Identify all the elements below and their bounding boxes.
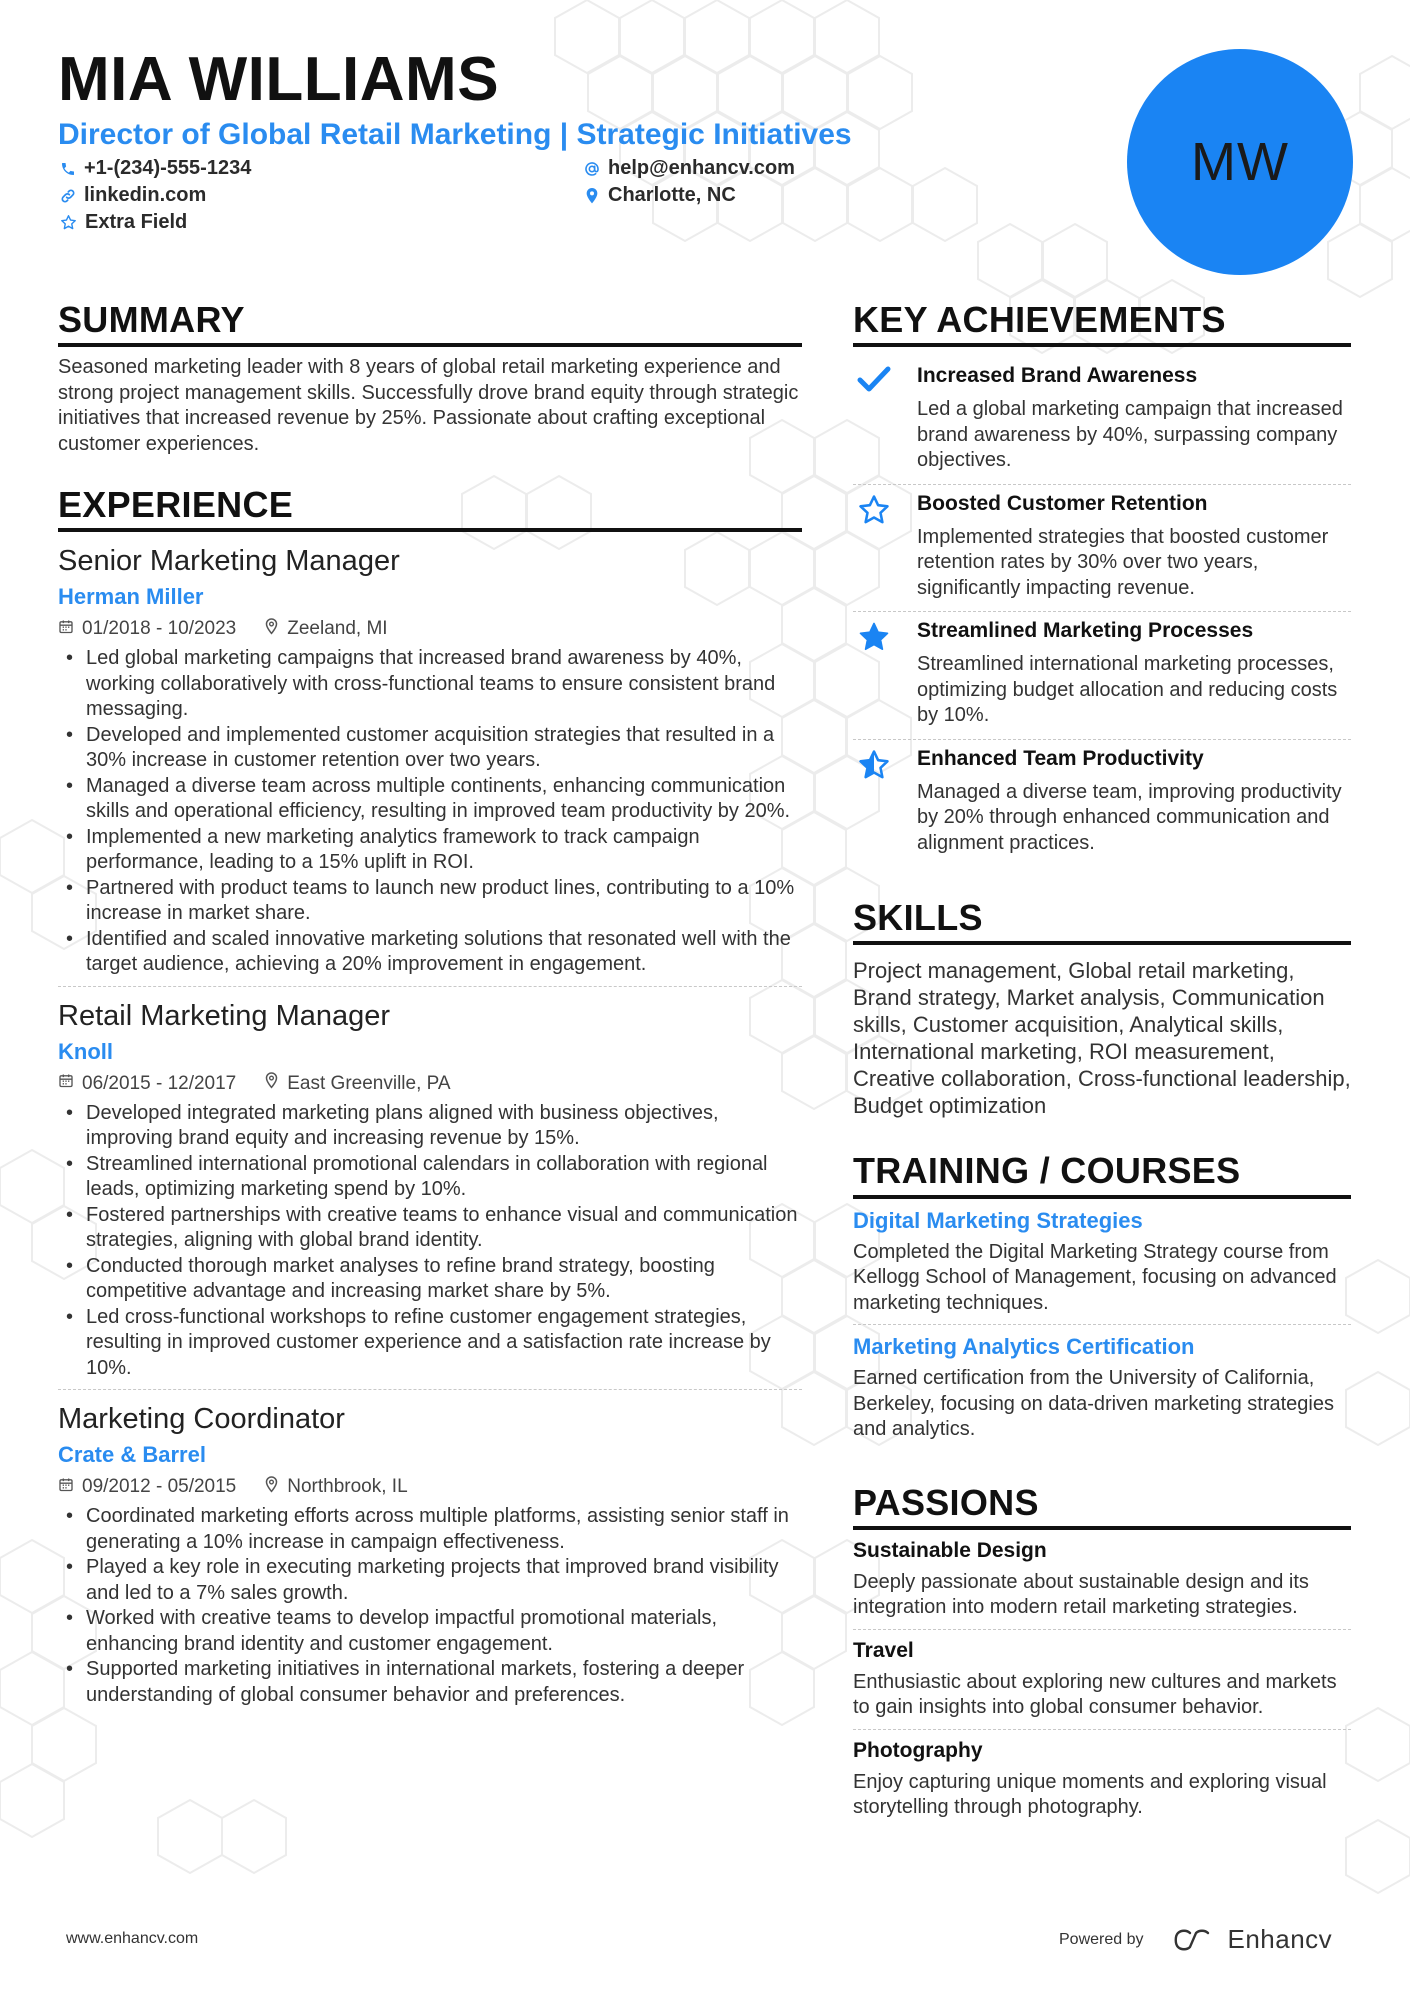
calendar-icon <box>58 1476 74 1499</box>
phone-icon <box>60 161 76 177</box>
course-description: Earned certification from the University of California, Berkeley, focusing on data-driven marketing strategies and analytics. <box>853 1367 1334 1441</box>
job-bullet: • Coordinated marketing efforts across multiple platforms, assisting senior staff in generating a 10% increase in campaign effectiveness. <box>58 1504 802 1555</box>
course-title: Marketing Analytics Certification <box>853 1334 1195 1360</box>
passion-description: Deeply passionate about sustainable design and its integration into modern retail marketing strategies. <box>853 1570 1309 1619</box>
achievement-title: Increased Brand Awareness <box>917 364 1198 388</box>
summary-text: Seasoned marketing leader with 8 years of global retail marketing experience and strong project management skills. Successfully drove brand equity through strategic initiatives that increased revenue by 25%. Passionate about crafting exceptional customer experiences. <box>58 356 799 455</box>
job-bullet: • Worked with creative teams to develop impactful promotional materials, enhancing brand identity and customer engagement. <box>58 1606 802 1657</box>
powered-by-label: Powered by <box>1059 1930 1144 1948</box>
experience-section <box>58 483 802 1716</box>
achievement-body <box>917 491 1351 602</box>
location-text: Charlotte, NC <box>608 184 736 206</box>
job-meta <box>58 1073 802 1095</box>
brand-name: Enhancv <box>1227 1924 1333 1954</box>
summary-heading: SUMMARY <box>58 298 802 347</box>
job-entry <box>58 1402 802 1716</box>
left-column <box>58 298 802 1716</box>
job-dates <box>58 1072 236 1095</box>
star-filled-icon <box>853 618 917 729</box>
job-dates <box>58 1476 236 1499</box>
job-location-text: Zeeland, MI <box>287 618 388 640</box>
job-location <box>264 618 387 641</box>
training-section <box>853 1149 1351 1450</box>
achievement-title: Streamlined Marketing Processes <box>917 619 1254 643</box>
job-title: Senior Marketing Manager <box>58 545 400 578</box>
achievement-item <box>853 612 1351 740</box>
avatar <box>1127 49 1353 275</box>
achievement-description: Led a global marketing campaign that increased brand awareness by 40%, surpassing company objectives. <box>917 398 1343 472</box>
job-bullets <box>58 1504 802 1708</box>
map-pin-icon <box>264 618 279 641</box>
linkedin-text: linkedin.com <box>84 184 207 206</box>
footer-website[interactable]: www.enhancv.com <box>66 1930 199 1947</box>
star-outline-icon <box>853 491 917 602</box>
job-dates-text: 01/2018 - 10/2023 <box>82 618 237 640</box>
phone-text: +1-(234)-555-1234 <box>84 157 252 179</box>
passion-item <box>853 1530 1351 1630</box>
map-pin-icon <box>264 1072 279 1095</box>
right-column <box>853 298 1351 1829</box>
achievement-body <box>917 746 1351 857</box>
passion-title: Sustainable Design <box>853 1538 1047 1562</box>
job-bullet: • Conducted thorough market analyses to refine brand strategy, boosting competitive advantage and increasing market share by 5%. <box>58 1254 802 1305</box>
avatar-initials: MW <box>1191 132 1289 192</box>
passion-title: Photography <box>853 1738 983 1762</box>
company-name[interactable]: Knoll <box>58 1038 113 1064</box>
job-bullet: • Developed integrated marketing plans aligned with business objectives, improving brand equity and increasing revenue by 15%. <box>58 1101 802 1152</box>
summary-section <box>58 298 802 457</box>
extra-field-text: Extra Field <box>85 211 188 233</box>
passion-title: Travel <box>853 1638 914 1662</box>
contact-extra <box>60 211 187 234</box>
job-location <box>264 1476 407 1499</box>
company-name[interactable]: Herman Miller <box>58 584 204 610</box>
job-dates-text: 06/2015 - 12/2017 <box>82 1072 237 1094</box>
achievement-title: Boosted Customer Retention <box>917 491 1208 515</box>
map-pin-icon <box>264 1476 279 1499</box>
contact-email[interactable] <box>584 157 795 180</box>
job-bullets <box>58 646 802 978</box>
course-description: Completed the Digital Marketing Strategy course from Kellogg School of Management, focusing on advanced marketing techniques. <box>853 1240 1337 1314</box>
contact-linkedin[interactable] <box>60 184 206 207</box>
training-heading: TRAINING / COURSES <box>853 1149 1351 1198</box>
achievement-description: Implemented strategies that boosted customer retention rates by 30% over two years, significantly impacting revenue. <box>917 525 1329 599</box>
job-bullet: • Developed and implemented customer acquisition strategies that resulted in a 30% increase in customer retention over two years. <box>58 723 802 774</box>
candidate-name: MIA WILLIAMS <box>58 45 500 114</box>
company-name[interactable]: Crate & Barrel <box>58 1442 206 1468</box>
job-bullet: • Led cross-functional workshops to refine customer engagement strategies, resulting in improved customer experience and a satisfaction rate increase by 10%. <box>58 1305 802 1382</box>
job-location <box>264 1072 450 1095</box>
footer-branding[interactable] <box>1059 1924 1332 1955</box>
skills-heading: SKILLS <box>853 896 1351 945</box>
course-title: Digital Marketing Strategies <box>853 1207 1143 1233</box>
achievement-item <box>853 357 1351 485</box>
job-location-text: East Greenville, PA <box>287 1072 451 1094</box>
experience-heading: EXPERIENCE <box>58 483 802 532</box>
skills-section <box>853 896 1351 1119</box>
map-pin-icon <box>584 187 600 205</box>
achievement-body <box>917 618 1351 729</box>
achievements-heading: KEY ACHIEVEMENTS <box>853 298 1351 347</box>
email-text: help@enhancv.com <box>608 157 795 179</box>
passions-heading: PASSIONS <box>853 1481 1351 1530</box>
passion-description: Enjoy capturing unique moments and exploring visual storytelling through photography. <box>853 1770 1327 1819</box>
course-item <box>853 1199 1351 1326</box>
at-icon <box>584 161 600 177</box>
link-icon <box>60 188 76 204</box>
job-bullet: • Implemented a new marketing analytics framework to track campaign performance, leading to a 15% uplift in ROI. <box>58 825 802 876</box>
passion-item <box>853 1630 1351 1730</box>
job-dates-text: 09/2012 - 05/2015 <box>82 1476 237 1498</box>
check-icon <box>853 363 917 474</box>
course-item <box>853 1325 1351 1451</box>
job-location-text: Northbrook, IL <box>287 1476 408 1498</box>
job-list <box>58 544 802 1716</box>
job-entry <box>58 999 802 1391</box>
enhancv-logo-icon <box>1170 1929 1216 1951</box>
job-meta <box>58 1476 802 1498</box>
achievement-list <box>853 357 1351 866</box>
job-bullets <box>58 1101 802 1382</box>
calendar-icon <box>58 618 74 641</box>
job-bullet: • Managed a diverse team across multiple continents, enhancing communication skills and operational efficiency, resulting in improved team productivity by 20%. <box>58 774 802 825</box>
job-bullet: • Supported marketing initiatives in international markets, fostering a deeper understanding of global consumer behavior and preferences. <box>58 1657 802 1708</box>
passions-section <box>853 1481 1351 1829</box>
job-entry <box>58 544 802 987</box>
achievement-item <box>853 485 1351 613</box>
achievement-body <box>917 363 1351 474</box>
achievement-description: Streamlined international marketing processes, optimizing budget allocation and reducing costs by 10%. <box>917 653 1338 727</box>
job-dates <box>58 618 236 641</box>
job-bullet: • Streamlined international promotional calendars in collaboration with regional leads, optimizing marketing spend by 10%. <box>58 1152 802 1203</box>
achievements-section <box>853 298 1351 866</box>
passion-item <box>853 1730 1351 1829</box>
contact-phone[interactable] <box>60 157 251 180</box>
job-meta <box>58 618 802 640</box>
calendar-icon <box>58 1072 74 1095</box>
star-outline-icon <box>60 214 77 231</box>
job-bullet: • Led global marketing campaigns that increased brand awareness by 40%, working collaboratively with cross-functional teams to ensure consistent brand messaging. <box>58 646 802 723</box>
job-title: Retail Marketing Manager <box>58 999 391 1032</box>
achievement-title: Enhanced Team Productivity <box>917 746 1204 770</box>
star-half-icon <box>853 746 917 857</box>
job-bullet: • Played a key role in executing marketing projects that improved brand visibility and led to a 7% sales growth. <box>58 1555 802 1606</box>
passion-description: Enthusiastic about exploring new cultures and markets to gain insights into global consumer behavior. <box>853 1670 1337 1719</box>
job-bullet: • Identified and scaled innovative marketing solutions that resonated well with the target audience, achieving a 20% improvement in engagement. <box>58 927 802 978</box>
contact-location <box>584 184 736 207</box>
achievement-item <box>853 740 1351 867</box>
skills-text: Project management, Global retail marketing, Brand strategy, Market analysis, Communication skills, Customer acquisition, Analytical skills, International marketing, ROI measurement, Creative collaboration, Cross-functional leadership, Budget optimization <box>853 958 1351 1119</box>
job-bullet: • Partnered with product teams to launch new product lines, contributing to a 10% increase in market share. <box>58 876 802 927</box>
candidate-title: Director of Global Retail Marketing | Strategic Initiatives <box>58 118 852 151</box>
job-bullet: • Fostered partnerships with creative teams to enhance visual and communication strategies, aligning with global brand identity. <box>58 1203 802 1254</box>
achievement-description: Managed a diverse team, improving productivity by 20% through enhanced communication and alignment practices. <box>917 780 1342 854</box>
job-title: Marketing Coordinator <box>58 1403 345 1436</box>
course-list <box>853 1199 1351 1451</box>
passion-list <box>853 1530 1351 1829</box>
